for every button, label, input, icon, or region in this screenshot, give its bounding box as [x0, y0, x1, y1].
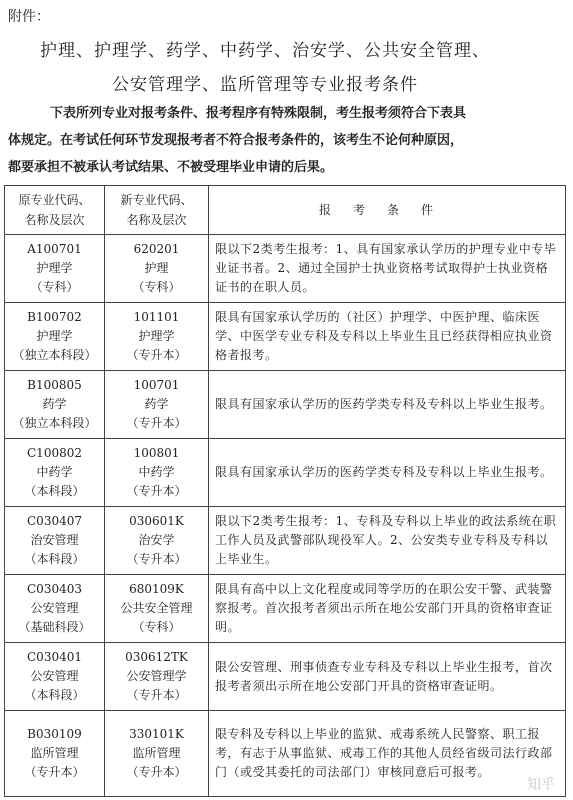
intro-line-1: 下表所列专业对报考条件、报考程序有特殊限制，考生报考须符合下表具: [50, 106, 467, 121]
conditions-cell: 限专科及专科以上毕业的监狱、戒毒系统人民警察、职工报考，有志于从事监狱、戒毒工作的其他人员经省级司法行政部门（或受其委托的司法部门）审核同意后可报考。: [209, 711, 566, 797]
new-code: 100701: [133, 378, 180, 392]
table-row: [5, 711, 566, 797]
header-new-line-1: 新专业代码、: [120, 193, 193, 207]
requirements-table: [4, 185, 566, 797]
new-major-cell: [105, 235, 209, 303]
new-level: （专升本）: [126, 416, 187, 430]
old-major-cell: [5, 575, 105, 643]
new-level: （专升本）: [126, 552, 187, 566]
old-name: 中药学: [36, 465, 73, 479]
header-conditions: 报考条件: [209, 186, 566, 235]
intro-line-2: 体规定。在考试任何环节发现报考者不符合报考条件的，该考生不论何种原因，: [8, 133, 464, 148]
table-row: [5, 235, 566, 303]
old-level: （独立本科段）: [12, 348, 97, 362]
table-header-row: [5, 186, 566, 235]
old-name: 公安管理: [30, 601, 79, 615]
new-level: （专科）: [132, 280, 181, 294]
conditions-cell: 限具有国家承认学历的医药学类专科及专科以上毕业生报考。: [209, 371, 566, 439]
new-code: 030601K: [129, 514, 184, 528]
new-level: （专升本）: [126, 765, 187, 779]
new-level: （专升本）: [126, 688, 187, 702]
old-major-cell: [5, 235, 105, 303]
header-old-line-2: 名称及层次: [24, 213, 85, 227]
conditions-cell: 限具有国家承认学历的医药学类专科及专科以上毕业生报考。: [209, 439, 566, 507]
old-name: 公安管理: [30, 669, 79, 683]
new-name: 护理: [144, 261, 169, 275]
new-major-cell: [105, 711, 209, 797]
new-major-cell: [105, 643, 209, 711]
intro-paragraph: [8, 100, 560, 181]
table-row: [5, 643, 566, 711]
new-code: 101101: [133, 310, 180, 324]
table-row: [5, 371, 566, 439]
old-major-cell: [5, 303, 105, 371]
table-row: [5, 575, 566, 643]
new-major-cell: [105, 371, 209, 439]
old-code: B030109: [27, 727, 82, 741]
table-row: [5, 507, 566, 575]
old-name: 监所管理: [30, 746, 79, 760]
conditions-cell: 限以下2类考生报考：1、专科及专科以上毕业的政法系统在职工作人员及武警部队现役军人。2、公安类专业专科及专科以上毕业生。: [209, 507, 566, 575]
new-code: 620201: [133, 242, 180, 256]
new-major-cell: [105, 575, 209, 643]
old-major-cell: [5, 507, 105, 575]
document-title-line-2: 公安管理学、监所管理等专业报考条件: [112, 75, 418, 95]
header-old-line-1: 原专业代码、: [18, 193, 91, 207]
old-level: （专科）: [30, 280, 79, 294]
new-name: 药学: [144, 397, 169, 411]
header-old-major: [5, 186, 105, 235]
old-major-cell: [5, 439, 105, 507]
old-level: （本科段）: [24, 688, 85, 702]
new-name: 护理学: [138, 329, 175, 343]
old-major-cell: [5, 711, 105, 797]
new-name: 中药学: [138, 465, 175, 479]
old-code: A100701: [27, 242, 82, 256]
conditions-cell: 限以下2类考生报考：1、具有国家承认学历的护理专业中专毕业证书者。2、通过全国护士执业资格考试取得护士执业资格证书的在职人员。: [209, 235, 566, 303]
conditions-cell: 限公安管理、刑事侦查专业专科及专科以上毕业生报考，首次报考者须出示所在地公安部门开具的资格审查证明。: [209, 643, 566, 711]
old-major-cell: [5, 371, 105, 439]
new-name: 治安学: [138, 533, 175, 547]
old-level: （基础科段）: [18, 620, 91, 634]
new-level: （专升本）: [126, 484, 187, 498]
header-new-major: [105, 186, 209, 235]
old-code: C030403: [27, 582, 82, 596]
attachment-label: 附件：: [8, 9, 50, 25]
table-row: [5, 303, 566, 371]
new-level: （专科）: [132, 620, 181, 634]
old-code: B100805: [27, 378, 82, 392]
new-major-cell: [105, 507, 209, 575]
old-level: （独立本科段）: [12, 416, 97, 430]
old-code: C030407: [27, 514, 82, 528]
old-level: （本科段）: [24, 552, 85, 566]
conditions-cell: 限具有国家承认学历的（社区）护理学、中医护理、临床医学、中医学专业专科及专科以上毕业生且已经获得相应执业资格者报考。: [209, 303, 566, 371]
old-code: B100702: [27, 310, 82, 324]
old-major-cell: [5, 643, 105, 711]
new-name: 公安管理学: [126, 669, 187, 683]
conditions-cell: 限具有高中以上文化程度或同等学历的在职公安干警、武装警察报考。首次报考者须出示所在地公安部门开具的资格审查证明。: [209, 575, 566, 643]
new-major-cell: [105, 439, 209, 507]
new-code: 680109K: [129, 582, 184, 596]
table-row: [5, 439, 566, 507]
old-code: C030401: [27, 650, 82, 664]
old-name: 护理学: [36, 261, 73, 275]
new-name: 公共安全管理: [120, 601, 193, 615]
new-code: 100801: [133, 446, 180, 460]
new-code: 030612TK: [125, 650, 188, 664]
document-title-line-1: 护理、护理学、药学、中药学、治安学、公共安全管理、: [40, 41, 490, 61]
new-major-cell: [105, 303, 209, 371]
old-level: （本科段）: [24, 484, 85, 498]
intro-line-3: 都要承担不被承认考试结果、不被受理毕业申请的后果。: [8, 160, 334, 175]
old-code: C100802: [27, 446, 82, 460]
old-level: （专升本）: [24, 765, 85, 779]
old-name: 治安管理: [30, 533, 79, 547]
old-name: 护理学: [36, 329, 73, 343]
old-name: 药学: [42, 397, 67, 411]
source-watermark: 知乎: [527, 777, 555, 793]
new-code: 330101K: [129, 727, 184, 741]
new-name: 监所管理: [132, 746, 181, 760]
new-level: （专升本）: [126, 348, 187, 362]
header-new-line-2: 名称及层次: [126, 213, 187, 227]
